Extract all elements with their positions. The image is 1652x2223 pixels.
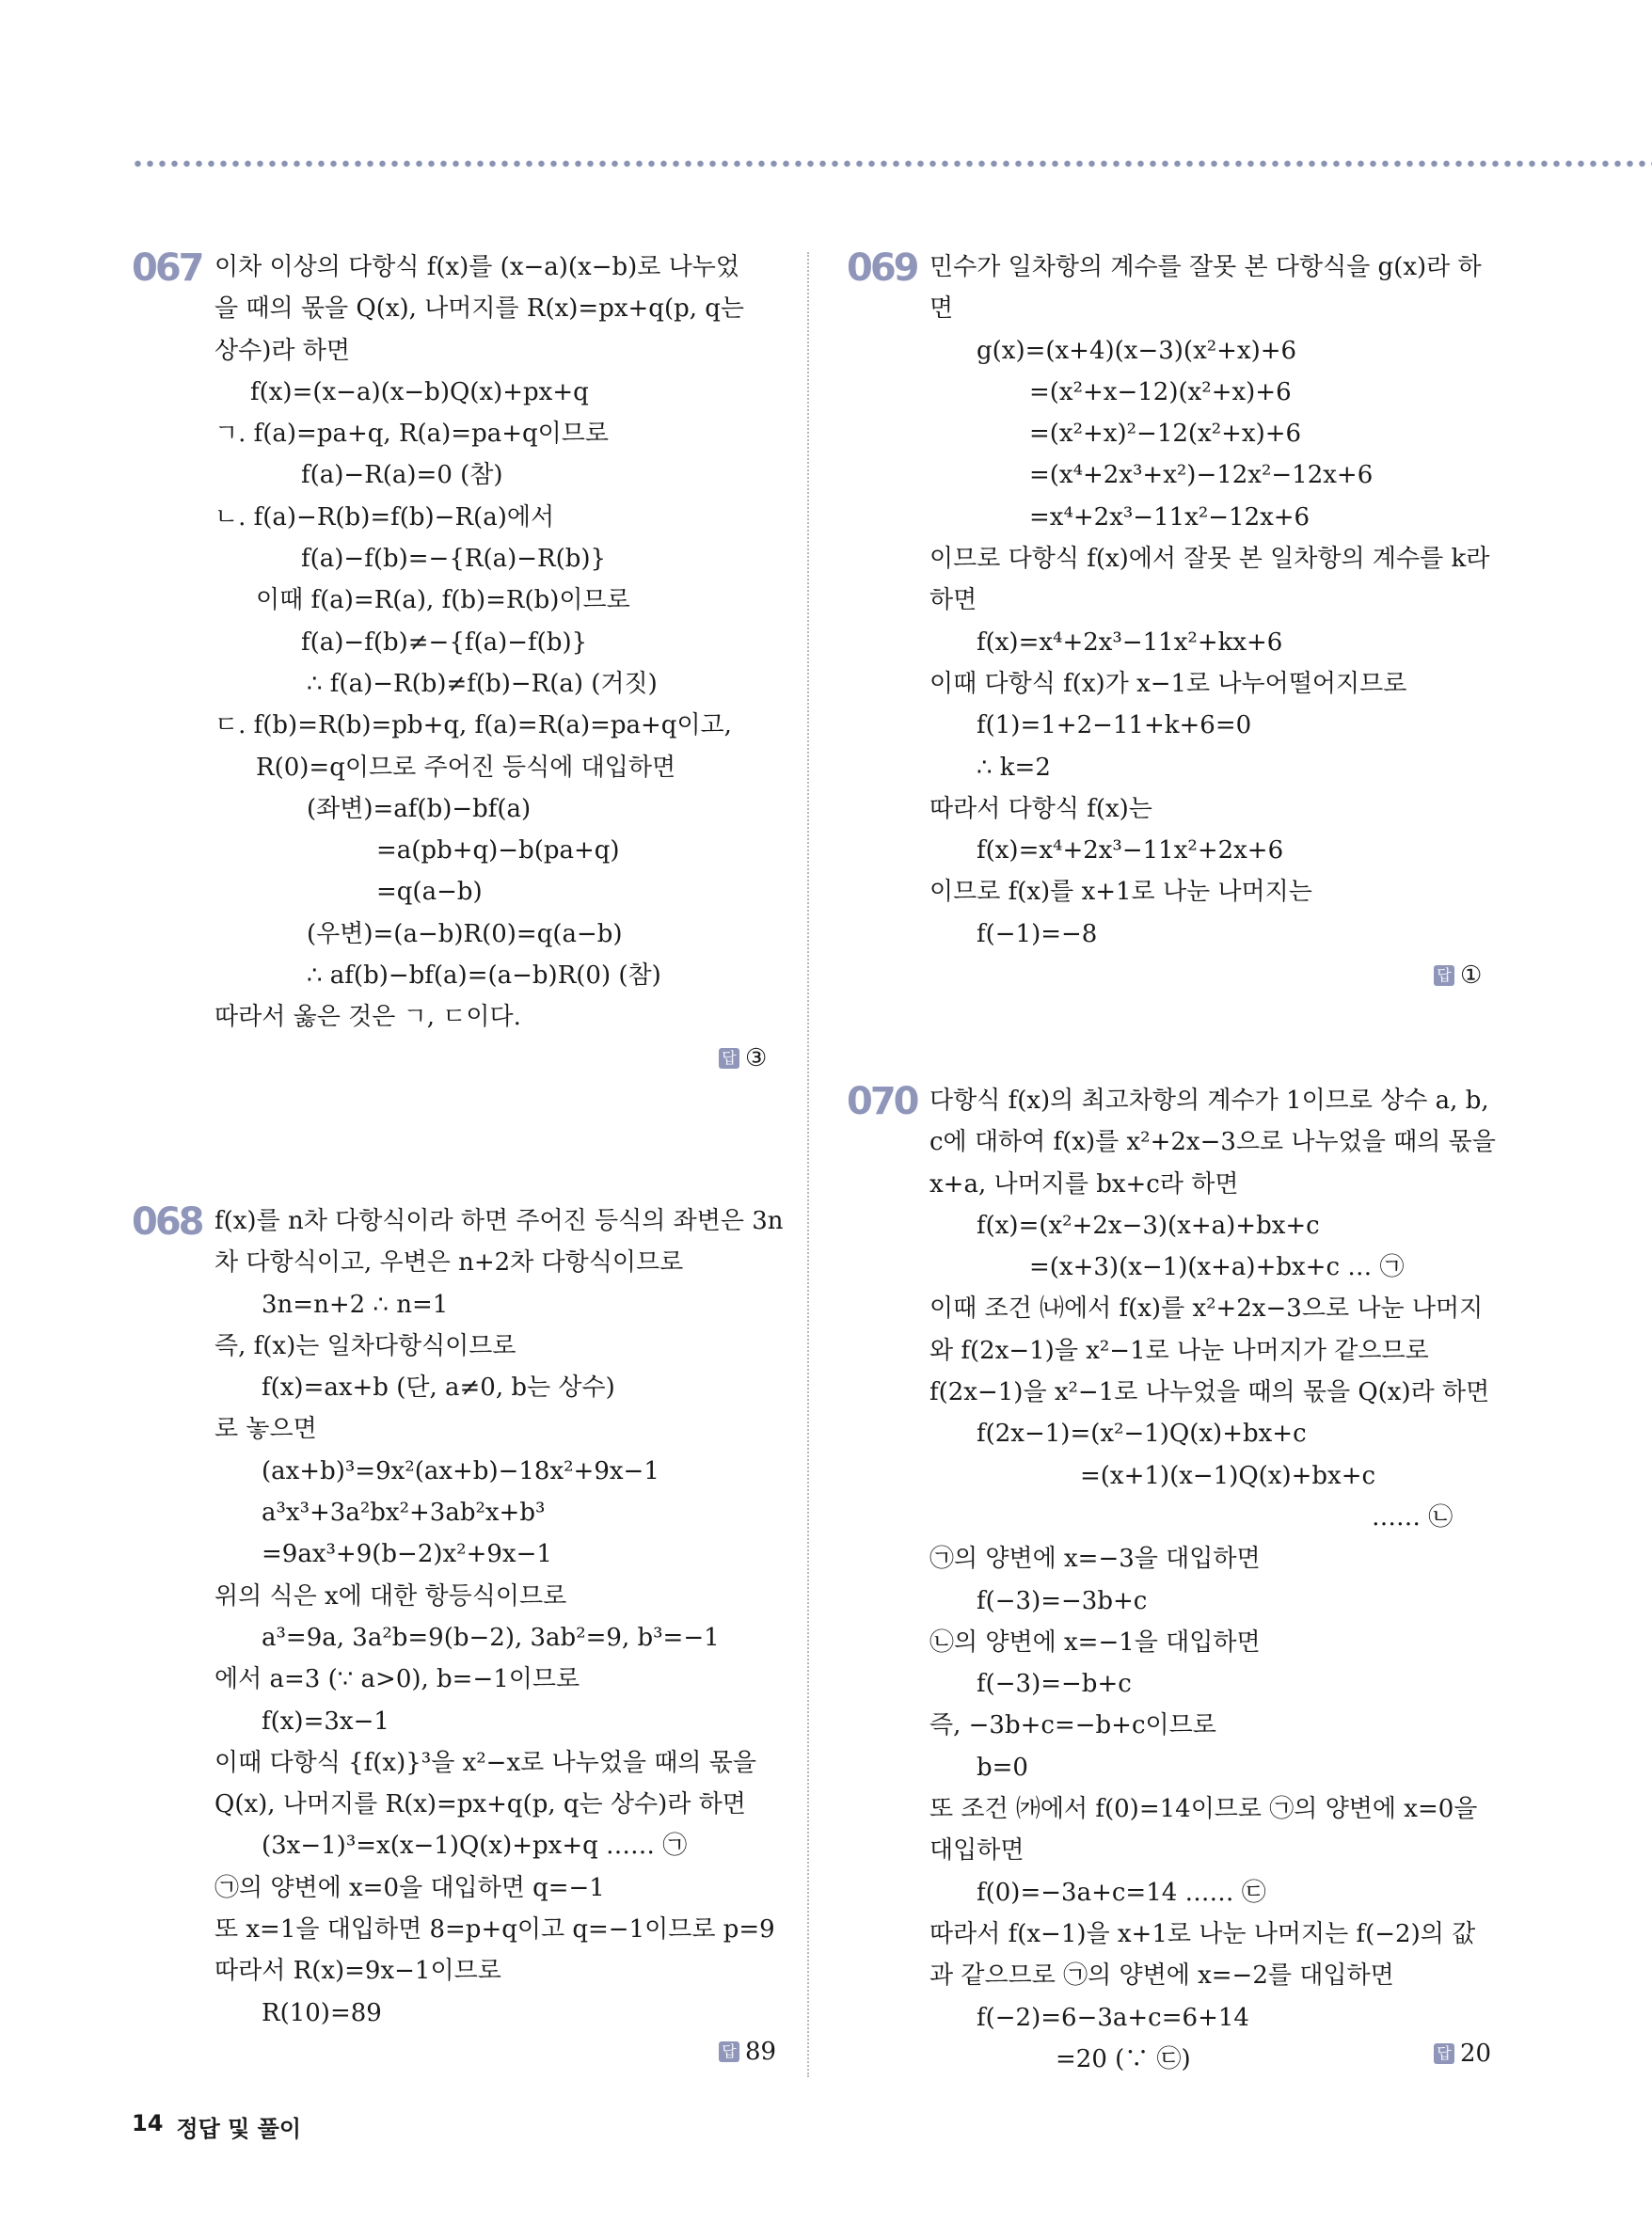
- text-line: =(x²+x−12)(x²+x)+6: [1029, 377, 1292, 406]
- text-line: f(a)−f(b)≠−{f(a)−f(b)}: [301, 627, 588, 657]
- text-line: f(x)를 n차 다항식이라 하면 주어진 등식의 좌변은 3n: [214, 1207, 784, 1235]
- solution-text: [929, 246, 1494, 955]
- text-line: =(x²+x)²−12(x²+x)+6: [1029, 420, 1302, 449]
- text-line: a³=9a, 3a²b=9(b−2), 3ab²=9, b³=−1: [262, 1623, 720, 1652]
- text-line: 이때 다항식 {f(x)}³을 x²−x로 나누었을 때의 몫을: [214, 1748, 756, 1777]
- text-line: 따라서 f(x−1)을 x+1로 나눈 나머지는 f(−2)의 값: [929, 1919, 1476, 1948]
- text-line: f(a)−f(b)=−{R(a)−R(b)}: [301, 545, 607, 574]
- solution-text: [929, 1080, 1494, 2080]
- problem-number: 069: [847, 246, 917, 290]
- answer-label: 답: [719, 1048, 739, 1069]
- text-line: f(x)=x⁴+2x³−11x²+kx+6: [977, 627, 1283, 657]
- text-line: 차 다항식이고, 우변은 n+2차 다항식이므로: [214, 1248, 684, 1278]
- answer-value: 89: [745, 2038, 777, 2066]
- text-line: 면: [929, 294, 954, 324]
- text-line: ㄷ. f(b)=R(b)=pb+q, f(a)=R(a)=pa+q이고,: [214, 711, 732, 740]
- section-title: 정답 및 풀이: [176, 2116, 302, 2142]
- answer-value: ①: [1460, 961, 1483, 990]
- text-line: f(−2)=6−3a+c=6+14: [977, 2003, 1249, 2032]
- text-line: f(0)=−3a+c=14 …… ㉢: [977, 1878, 1266, 1907]
- text-line: 하면: [929, 586, 977, 615]
- text-line: ㄴ. f(a)−R(b)=f(b)−R(a)에서: [214, 502, 555, 532]
- answer-value: 20: [1460, 2040, 1492, 2068]
- text-line: =(x⁴+2x³+x²)−12x²−12x+6: [1029, 461, 1374, 490]
- text-line: ∴ k=2: [977, 753, 1051, 782]
- text-line: 즉, −3b+c=−b+c이므로: [929, 1711, 1216, 1740]
- text-line: 또 x=1을 대입하면 8=p+q이고 q=−1이므로 p=9: [214, 1915, 775, 1945]
- text-line: =20 (∵ ㉢): [1056, 2044, 1191, 2073]
- text-line: =q(a−b): [376, 878, 483, 907]
- text-line: 을 때의 몫을 Q(x), 나머지를 R(x)=px+q(p, q는: [214, 294, 745, 324]
- text-line: 대입하면: [929, 1836, 1025, 1866]
- answer-label: 답: [1434, 2043, 1454, 2064]
- text-line: 따라서 다항식 f(x)는: [929, 794, 1152, 823]
- text-line: (3x−1)³=x(x−1)Q(x)+px+q …… ㉠: [262, 1832, 688, 1861]
- solution-text: [214, 1200, 784, 2034]
- solution-text: [214, 246, 779, 1039]
- text-line: f(−1)=−8: [977, 919, 1098, 948]
- text-line: g(x)=(x+4)(x−3)(x²+x)+6: [977, 336, 1297, 365]
- text-line: 또 조건 ㈎에서 f(0)=14이므로 ㉠의 양변에 x=0을: [929, 1795, 1478, 1824]
- text-line: =x⁴+2x³−11x²−12x+6: [1029, 502, 1310, 532]
- page-footer: [132, 2110, 301, 2143]
- text-line: ㉡의 양변에 x=−1을 대입하면: [929, 1628, 1261, 1657]
- text-line: 이때 f(a)=R(a), f(b)=R(b)이므로: [256, 586, 630, 615]
- text-line: =a(pb+q)−b(pa+q): [376, 836, 620, 865]
- text-line: ∴ f(a)−R(b)≠f(b)−R(a) (거짓): [307, 669, 658, 698]
- text-line: f(x)=3x−1: [262, 1707, 389, 1736]
- text-line: R(10)=89: [262, 1998, 382, 2027]
- text-line: ㉠의 양변에 x=0을 대입하면 q=−1: [214, 1873, 605, 1902]
- answer-marker: [719, 1044, 767, 1072]
- text-line: …… ㉡: [1372, 1502, 1453, 1532]
- text-line: b=0: [977, 1753, 1028, 1782]
- text-line: 이므로 다항식 f(x)에서 잘못 본 일차항의 계수를 k라: [929, 545, 1490, 574]
- text-line: x+a, 나머지를 bx+c라 하면: [929, 1169, 1239, 1199]
- text-line: c에 대하여 f(x)를 x²+2x−3으로 나누었을 때의 몫을: [929, 1128, 1496, 1157]
- text-line: 에서 a=3 (∵ a>0), b=−1이므로: [214, 1665, 580, 1694]
- text-line: =(x+3)(x−1)(x+a)+bx+c … ㉠: [1029, 1253, 1405, 1282]
- text-line: Q(x), 나머지를 R(x)=px+q(p, q는 상수)라 하면: [214, 1790, 746, 1819]
- text-line: 이때 조건 ㈏에서 f(x)를 x²+2x−3으로 나눈 나머지: [929, 1294, 1484, 1324]
- answer-value: ③: [745, 1044, 768, 1072]
- answer-marker: [1434, 961, 1482, 990]
- text-line: 와 f(2x−1)을 x²−1로 나눈 나머지가 같으므로: [929, 1336, 1429, 1365]
- text-line: f(−3)=−3b+c: [977, 1586, 1148, 1615]
- text-line: 다항식 f(x)의 최고차항의 계수가 1이므로 상수 a, b,: [929, 1087, 1489, 1115]
- text-line: R(0)=q이므로 주어진 등식에 대입하면: [256, 753, 676, 782]
- problem-number: 067: [132, 246, 202, 290]
- page-number: 14: [132, 2110, 164, 2136]
- column-divider: [807, 252, 809, 2077]
- text-line: a³x³+3a²bx²+3ab²x+b³: [262, 1499, 546, 1528]
- answer-label: 답: [719, 2041, 739, 2062]
- text-line: ㉠의 양변에 x=−3을 대입하면: [929, 1545, 1261, 1574]
- text-line: f(x)=x⁴+2x³−11x²+2x+6: [977, 836, 1284, 865]
- text-line: 상수)라 하면: [214, 336, 350, 365]
- answer-marker: [719, 2038, 776, 2066]
- text-line: f(1)=1+2−11+k+6=0: [977, 711, 1252, 740]
- answer-label: 답: [1434, 965, 1454, 986]
- text-line: 따라서 R(x)=9x−1이므로: [214, 1957, 501, 1986]
- answer-marker: [1434, 2040, 1491, 2068]
- text-line: f(2x−1)=(x²−1)Q(x)+bx+c: [977, 1420, 1307, 1449]
- text-line: 과 같으므로 ㉠의 양변에 x=−2를 대입하면: [929, 1961, 1394, 1991]
- text-line: 3n=n+2 ∴ n=1: [262, 1290, 449, 1319]
- text-line: f(x)=ax+b (단, a≠0, b는 상수): [262, 1373, 615, 1403]
- top-dotted-rule: [132, 160, 1652, 167]
- text-line: (좌변)=af(b)−bf(a): [307, 794, 532, 823]
- text-line: 민수가 일차항의 계수를 잘못 본 다항식을 g(x)라 하: [929, 253, 1482, 281]
- text-line: f(x)=(x²+2x−3)(x+a)+bx+c: [977, 1211, 1320, 1240]
- text-line: 이므로 f(x)를 x+1로 나눈 나머지는: [929, 878, 1312, 907]
- text-line: =9ax³+9(b−2)x²+9x−1: [262, 1540, 552, 1569]
- text-line: (우변)=(a−b)R(0)=q(a−b): [307, 919, 623, 948]
- problem-number: 070: [847, 1080, 917, 1123]
- text-line: ㄱ. f(a)=pa+q, R(a)=pa+q이므로: [214, 420, 610, 449]
- text-line: f(x)=(x−a)(x−b)Q(x)+px+q: [250, 377, 589, 406]
- text-line: f(2x−1)을 x²−1로 나누었을 때의 몫을 Q(x)라 하면: [929, 1378, 1490, 1407]
- text-line: f(a)−R(a)=0 (참): [301, 461, 503, 490]
- text-line: 즉, f(x)는 일차다항식이므로: [214, 1331, 516, 1360]
- text-line: 이차 이상의 다항식 f(x)를 (x−a)(x−b)로 나누었: [214, 253, 740, 281]
- text-line: =(x+1)(x−1)Q(x)+bx+c: [1080, 1461, 1376, 1490]
- text-line: 따라서 옳은 것은 ㄱ, ㄷ이다.: [214, 1003, 521, 1032]
- text-line: (ax+b)³=9x²(ax+b)−18x²+9x−1: [262, 1456, 659, 1485]
- text-line: f(−3)=−b+c: [977, 1670, 1132, 1699]
- problem-number: 068: [132, 1200, 202, 1244]
- text-line: 이때 다항식 f(x)가 x−1로 나누어떨어지므로: [929, 669, 1407, 698]
- text-line: 로 놓으면: [214, 1415, 317, 1444]
- text-line: ∴ af(b)−bf(a)=(a−b)R(0) (참): [307, 961, 661, 991]
- text-line: 위의 식은 x에 대한 항등식이므로: [214, 1581, 567, 1611]
